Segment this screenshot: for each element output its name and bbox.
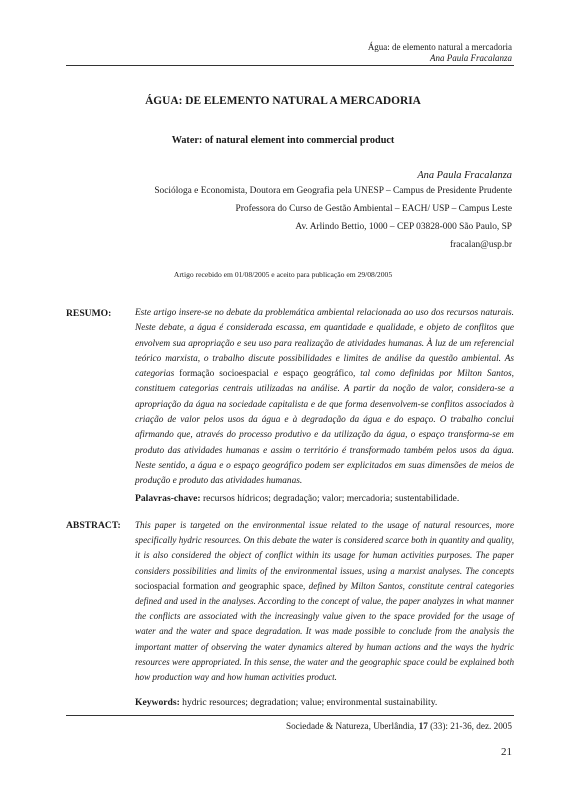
header-rule — [66, 65, 514, 66]
resumo-text: Este artigo insere-se no debate da problemática ambiental relacionada ao uso dos recursos naturais. Neste debate, a água é considerada escassa, em quantidade e qualidade, e objeto de conflitos que envolvem sua apropriação e seu uso para realização de atividades humanas. À luz de um referencial teórico marxista, o trabalho discute possibilidades e limites de análise da questão ambiental. As categorias formação socioespacial e espaço geográfico, tal como definidas por Milton Santos, constituem categorias centrais utilizadas na análise. A partir da noção de valor, considera-se a apropriação da água na sociedade capitalista e de que forma desenvolvem-se conflitos associados à criação de valor pelos usos da água e à degradação da água e do espaço. O trabalho conclui afirmando que, através do processo produtivo e da utilização da água, o espaço transforma-se em produto das atividades humanas e assim o território é transformado também pelos usos da água. Neste sentido, a água e o espaço geográfico podem ser explicitados em suas dimensões de meios de produção e produto das atividades humanas. — [135, 308, 514, 487]
palavras-chave — [135, 493, 514, 504]
palavras-chave-list: recursos hídricos; degradação; valor; mercadoria; sustentabilidade. — [200, 493, 460, 504]
author-name: Ana Paula Fracalanza — [417, 170, 512, 181]
abstract-term-1: sociospacial formation — [135, 580, 219, 591]
running-author: Ana Paula Fracalanza — [430, 53, 512, 63]
keywords-list: hydric resources; degradation; value; environmental sustainability. — [179, 697, 438, 708]
submission-dates: Artigo recebido em 01/08/2005 e aceito para publicação em 29/08/2005 — [173, 270, 393, 279]
author-affiliation-2: Professora do Curso de Gestão Ambiental – EACH/ USP – Campus Leste — [235, 204, 512, 214]
author-affiliation-1: Socióloga e Economista, Doutora em Geografia pela UNESP – Campus de Presidente Prudente — [154, 186, 512, 196]
article-subtitle: Water: of natural element into commercial product — [171, 135, 395, 146]
article-title: ÁGUA: DE ELEMENTO NATURAL A MERCADORIA — [145, 95, 421, 107]
keywords — [135, 697, 514, 708]
abstract-label: ABSTRACT: — [66, 520, 121, 531]
resumo-term-1: formação socioespacial — [179, 369, 269, 380]
author-email[interactable]: fracalan@usp.br — [450, 240, 512, 250]
abstract-text: This paper is targeted on the environmental issue related to the usage of natural resources, more specifically hydric resources. On this debate the water is considered scarce both in quantity and quality, it is also considered the object of conflict within its usage for human activities purposes. The paper considers possibilities and limits of the environmental issues, using a marxist analyses. The concepts sociospacial formation and geographic space, defined by Milton Santos, constitute central categories defined and used in the analyses. According to the concept of value, the paper analyzes in what manner the conflicts are associated with the increasingly value given to the space provided for the usage of water and the water and space degradation. It was made possible to conclude from the analysis the important matter of observing the water dynamics altered by human actions and the ways the hydric resources were appropriated. In this sense, the water and the geographic space could be explained both how production way and how human activities product. — [135, 520, 515, 683]
resumo-label: RESUMO: — [66, 308, 112, 319]
page-number: 21 — [501, 746, 512, 758]
journal-volume: 17 — [418, 721, 428, 731]
palavras-chave-label: Palavras-chave: — [135, 493, 201, 504]
abstract-term-2: geographic space — [239, 580, 304, 591]
resumo-term-2: espaço geográfico — [282, 369, 353, 380]
footer-rule — [66, 715, 514, 716]
author-address: Av. Arlindo Bettio, 1000 – CEP 03828-000 São Paulo, SP — [295, 222, 512, 232]
keywords-label: Keywords: — [135, 697, 180, 708]
running-title: Água: de elemento natural a mercadoria — [367, 42, 512, 52]
journal-citation: Sociedade & Natureza, Uberlândia, 17 (33): 21-36, dez. 2005 — [285, 721, 512, 731]
